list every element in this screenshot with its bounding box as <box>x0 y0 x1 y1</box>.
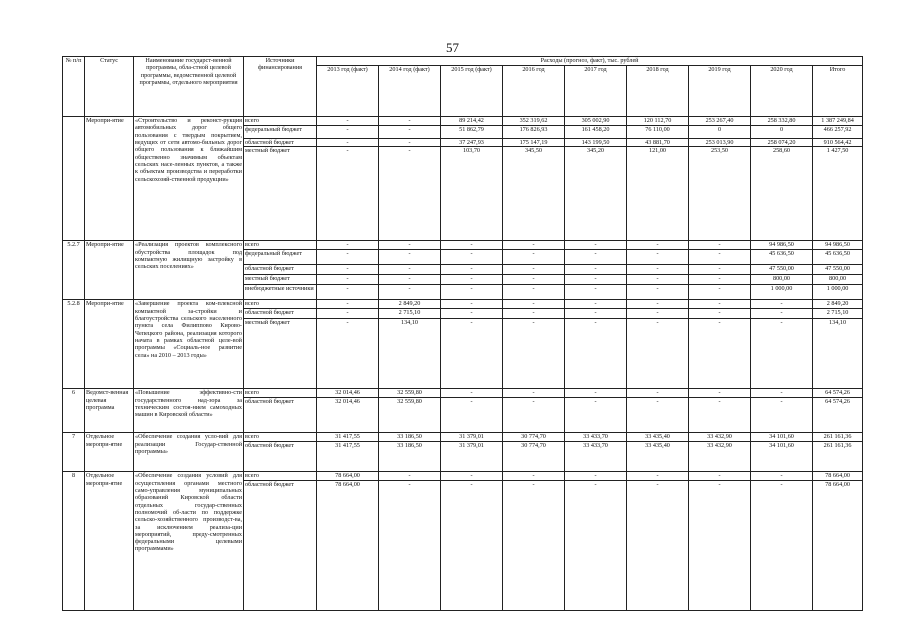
value-cell: 258,60 <box>751 147 813 241</box>
header-year: 2016 год <box>503 66 565 117</box>
total-cell: 94 986,50 <box>813 241 863 250</box>
value-cell: - <box>627 389 689 398</box>
value-cell: - <box>627 472 689 481</box>
status-cell: Меропри-ятие <box>85 117 134 241</box>
row-number: 5.2.8 <box>63 300 85 389</box>
status-cell: Отдельное меропри-ятие <box>85 472 134 611</box>
value-cell: - <box>627 285 689 300</box>
value-cell: - <box>627 265 689 275</box>
header-expenses: Расходы (прогноз, факт), тыс. рублей <box>317 57 863 66</box>
value-cell: 31 379,01 <box>441 442 503 472</box>
value-cell: 258 074,20 <box>751 139 813 147</box>
value-cell: 800,00 <box>751 275 813 285</box>
budget-table <box>62 56 863 611</box>
value-cell: - <box>503 300 565 309</box>
value-cell: - <box>565 285 627 300</box>
row-number: 7 <box>63 433 85 472</box>
value-cell: - <box>751 398 813 433</box>
total-cell: 466 257,92 <box>813 126 863 139</box>
value-cell: - <box>565 398 627 433</box>
value-cell: - <box>441 309 503 319</box>
value-cell: 37 247,93 <box>441 139 503 147</box>
value-cell: - <box>379 139 441 147</box>
total-cell: 910 564,42 <box>813 139 863 147</box>
value-cell: - <box>689 319 751 389</box>
funding-source-cell: местный бюджет <box>244 275 317 285</box>
value-cell: - <box>751 481 813 611</box>
value-cell: 32 014,46 <box>317 389 379 398</box>
value-cell: - <box>503 250 565 265</box>
funding-source-cell: всего <box>244 241 317 250</box>
value-cell: - <box>317 147 379 241</box>
value-cell: - <box>379 265 441 275</box>
table-body <box>63 117 863 611</box>
value-cell: - <box>379 126 441 139</box>
funding-source-cell: областной бюджет <box>244 139 317 147</box>
value-cell: 89 214,42 <box>441 117 503 126</box>
funding-source-cell: всего <box>244 472 317 481</box>
value-cell: 2 715,10 <box>379 309 441 319</box>
value-cell: - <box>441 285 503 300</box>
value-cell: 34 101,60 <box>751 433 813 442</box>
value-cell: - <box>441 300 503 309</box>
value-cell: - <box>379 147 441 241</box>
total-cell: 45 636,50 <box>813 250 863 265</box>
table-row <box>63 389 863 398</box>
value-cell: 33 435,40 <box>627 433 689 442</box>
value-cell: - <box>689 300 751 309</box>
value-cell: 31 417,55 <box>317 433 379 442</box>
value-cell: - <box>317 139 379 147</box>
value-cell: 253 267,40 <box>689 117 751 126</box>
value-cell: 103,70 <box>441 147 503 241</box>
value-cell: - <box>441 319 503 389</box>
value-cell: 143 199,50 <box>565 139 627 147</box>
value-cell: 175 147,19 <box>503 139 565 147</box>
value-cell: 134,10 <box>379 319 441 389</box>
value-cell: - <box>441 398 503 433</box>
value-cell: - <box>565 389 627 398</box>
value-cell: - <box>379 117 441 126</box>
value-cell: - <box>565 472 627 481</box>
value-cell: 30 774,70 <box>503 433 565 442</box>
value-cell: 253,50 <box>689 147 751 241</box>
value-cell: - <box>565 275 627 285</box>
funding-source-cell: внебюджетные источники <box>244 285 317 300</box>
measure-name-cell: «Повышение эффективно-сти государственного над-зора за техническим состоя-нием самоходных машин в Кировской области» <box>134 389 244 433</box>
value-cell: - <box>503 481 565 611</box>
page-number: 57 <box>446 40 459 55</box>
value-cell: - <box>627 300 689 309</box>
table-row <box>63 300 863 309</box>
value-cell: 94 986,50 <box>751 241 813 250</box>
value-cell: 253 013,90 <box>689 139 751 147</box>
value-cell: - <box>565 481 627 611</box>
value-cell: 76 110,00 <box>627 126 689 139</box>
total-cell: 64 574,26 <box>813 389 863 398</box>
value-cell: - <box>379 275 441 285</box>
value-cell: 33 432,90 <box>689 433 751 442</box>
value-cell: - <box>441 250 503 265</box>
value-cell: - <box>627 241 689 250</box>
value-cell: 33 435,40 <box>627 442 689 472</box>
value-cell: - <box>751 319 813 389</box>
value-cell: - <box>379 285 441 300</box>
value-cell: - <box>503 472 565 481</box>
value-cell: 0 <box>689 126 751 139</box>
value-cell: - <box>689 481 751 611</box>
header-status: Статус <box>85 57 134 117</box>
total-cell: 64 574,26 <box>813 398 863 433</box>
value-cell: - <box>503 241 565 250</box>
header-name: Наименование государст-венной программы, обла-стной целевой программы, ведомственной целевой программы, отдельного мероприятия <box>134 57 244 117</box>
header-year: 2018 год <box>627 66 689 117</box>
table-row <box>63 433 863 442</box>
header-year: 2020 год <box>751 66 813 117</box>
value-cell: 120 112,70 <box>627 117 689 126</box>
value-cell: 78 664,00 <box>317 472 379 481</box>
row-number: 5.2.7 <box>63 241 85 300</box>
value-cell: - <box>503 275 565 285</box>
value-cell: - <box>379 481 441 611</box>
value-cell: - <box>317 126 379 139</box>
value-cell: - <box>503 389 565 398</box>
total-cell: 261 161,36 <box>813 442 863 472</box>
header-year: 2015 год (факт) <box>441 66 503 117</box>
value-cell: 33 433,70 <box>565 442 627 472</box>
value-cell: - <box>441 275 503 285</box>
value-cell: 345,20 <box>565 147 627 241</box>
value-cell: - <box>317 250 379 265</box>
funding-source-cell: федеральный бюджет <box>244 126 317 139</box>
total-cell: 78 664,00 <box>813 481 863 611</box>
measure-name-cell: «Строительство и реконст-рукция автомобильных дорог общего пользования с твердым покрытием, ведущих от сети автомо-бильных дорог общего пользования к ближайшим общественно значимым объектам сельских насе-ленных пунктов, а также к объектам производства и переработки сельскохозяй-ственной продукции» <box>134 117 244 241</box>
value-cell: 0 <box>751 126 813 139</box>
status-cell: Меропри-ятие <box>85 300 134 389</box>
value-cell: 2 849,20 <box>379 300 441 309</box>
value-cell: - <box>441 389 503 398</box>
value-cell: - <box>627 319 689 389</box>
value-cell: - <box>751 300 813 309</box>
value-cell: - <box>503 309 565 319</box>
funding-source-cell: областной бюджет <box>244 442 317 472</box>
value-cell: 31 379,01 <box>441 433 503 442</box>
value-cell: - <box>503 319 565 389</box>
value-cell: - <box>379 241 441 250</box>
value-cell: - <box>441 265 503 275</box>
total-cell: 134,10 <box>813 319 863 389</box>
value-cell: 305 002,90 <box>565 117 627 126</box>
value-cell: - <box>317 117 379 126</box>
value-cell: - <box>689 285 751 300</box>
measure-name-cell: «Реализация проектов комплексного обустройства площадок под компактную жилищную застройку в сельских поселениях» <box>134 241 244 300</box>
value-cell: - <box>317 300 379 309</box>
value-cell: - <box>441 481 503 611</box>
funding-source-cell: всего <box>244 300 317 309</box>
header-year: 2013 год (факт) <box>317 66 379 117</box>
header-total: Итого <box>813 66 863 117</box>
value-cell: 32 559,80 <box>379 398 441 433</box>
value-cell: 345,50 <box>503 147 565 241</box>
funding-source-cell: областной бюджет <box>244 398 317 433</box>
funding-source-cell: всего <box>244 433 317 442</box>
row-number: 8 <box>63 472 85 611</box>
total-cell: 1 000,00 <box>813 285 863 300</box>
value-cell: 34 101,60 <box>751 442 813 472</box>
value-cell: 258 332,80 <box>751 117 813 126</box>
value-cell: 121,00 <box>627 147 689 241</box>
value-cell: 43 881,70 <box>627 139 689 147</box>
value-cell: - <box>503 265 565 275</box>
value-cell: 161 458,20 <box>565 126 627 139</box>
row-number <box>63 117 85 241</box>
value-cell: - <box>503 285 565 300</box>
value-cell: 51 862,79 <box>441 126 503 139</box>
value-cell: - <box>689 389 751 398</box>
status-cell: Меропри-ятие <box>85 241 134 300</box>
funding-source-cell: всего <box>244 117 317 126</box>
measure-name-cell: «Завершение проекта ком-плексной компактной за-стройки и благоустройства сельского населенного пункта села Филиппово Кирово-Чепецкого района, реализация которого начата в рамках областной целе-вой программы «Социаль-ное развитие села» на 2010 – 2013 годы» <box>134 300 244 389</box>
header-num: № п/п <box>63 57 85 117</box>
status-cell: Отдельное меропри-ятие <box>85 433 134 472</box>
row-number: 6 <box>63 389 85 433</box>
value-cell: 176 826,93 <box>503 126 565 139</box>
value-cell: 33 186,50 <box>379 433 441 442</box>
value-cell: - <box>317 309 379 319</box>
funding-source-cell: федеральный бюджет <box>244 250 317 265</box>
value-cell: - <box>565 241 627 250</box>
value-cell: - <box>503 398 565 433</box>
funding-source-cell: местный бюджет <box>244 319 317 389</box>
value-cell: - <box>751 309 813 319</box>
value-cell: - <box>689 472 751 481</box>
header-year: 2014 год (факт) <box>379 66 441 117</box>
value-cell: - <box>689 309 751 319</box>
value-cell: - <box>627 275 689 285</box>
value-cell: 32 014,46 <box>317 398 379 433</box>
value-cell: - <box>689 265 751 275</box>
value-cell: 47 550,00 <box>751 265 813 275</box>
value-cell: - <box>565 265 627 275</box>
value-cell: - <box>751 472 813 481</box>
measure-name-cell: «Обеспечение создания условий для осуществления органами местного само-управления муниципальных образований Кировской области отдельных государ-ственных полномочий об-ласти по поддержке сельско-хозяйственного производст-ва, за исключением реализа-ции мероприятий, преду-смотренных федеральными целевыми программами» <box>134 472 244 611</box>
value-cell: 33 432,90 <box>689 442 751 472</box>
value-cell: - <box>379 250 441 265</box>
total-cell: 2 715,10 <box>813 309 863 319</box>
funding-source-cell: областной бюджет <box>244 481 317 611</box>
measure-name-cell: «Обеспечение создания усло-вий для реализации Государ-ственной программы» <box>134 433 244 472</box>
funding-source-cell: областной бюджет <box>244 265 317 275</box>
value-cell: - <box>317 265 379 275</box>
value-cell: - <box>441 241 503 250</box>
status-cell: Ведомст-венная целевая программа <box>85 389 134 433</box>
value-cell: - <box>627 250 689 265</box>
total-cell: 1 427,50 <box>813 147 863 241</box>
funding-source-cell: всего <box>244 389 317 398</box>
value-cell: 45 636,50 <box>751 250 813 265</box>
value-cell: - <box>565 319 627 389</box>
value-cell: 352 319,62 <box>503 117 565 126</box>
value-cell: - <box>565 250 627 265</box>
funding-source-cell: местный бюджет <box>244 147 317 241</box>
header-sources: Источники финансирования <box>244 57 317 117</box>
value-cell: - <box>317 285 379 300</box>
table-row <box>63 472 863 481</box>
value-cell: - <box>317 319 379 389</box>
value-cell: 30 774,70 <box>503 442 565 472</box>
value-cell: - <box>441 472 503 481</box>
value-cell: 33 433,70 <box>565 433 627 442</box>
total-cell: 78 664,00 <box>813 472 863 481</box>
value-cell: - <box>565 309 627 319</box>
funding-source-cell: областной бюджет <box>244 309 317 319</box>
value-cell: 78 664,00 <box>317 481 379 611</box>
value-cell: - <box>627 481 689 611</box>
value-cell: - <box>689 398 751 433</box>
header-year: 2017 год <box>565 66 627 117</box>
value-cell: - <box>317 241 379 250</box>
value-cell: 33 186,50 <box>379 442 441 472</box>
table-row <box>63 241 863 250</box>
value-cell: 31 417,55 <box>317 442 379 472</box>
value-cell: - <box>565 300 627 309</box>
total-cell: 47 550,00 <box>813 265 863 275</box>
total-cell: 261 161,36 <box>813 433 863 442</box>
value-cell: 32 559,80 <box>379 389 441 398</box>
value-cell: 1 000,00 <box>751 285 813 300</box>
value-cell: - <box>689 250 751 265</box>
total-cell: 1 387 249,84 <box>813 117 863 126</box>
value-cell: - <box>689 241 751 250</box>
value-cell: - <box>379 472 441 481</box>
total-cell: 800,00 <box>813 275 863 285</box>
value-cell: - <box>317 275 379 285</box>
table-row <box>63 117 863 126</box>
value-cell: - <box>751 389 813 398</box>
value-cell: - <box>627 398 689 433</box>
value-cell: - <box>627 309 689 319</box>
header-year: 2019 год <box>689 66 751 117</box>
value-cell: - <box>689 275 751 285</box>
total-cell: 2 849,20 <box>813 300 863 309</box>
